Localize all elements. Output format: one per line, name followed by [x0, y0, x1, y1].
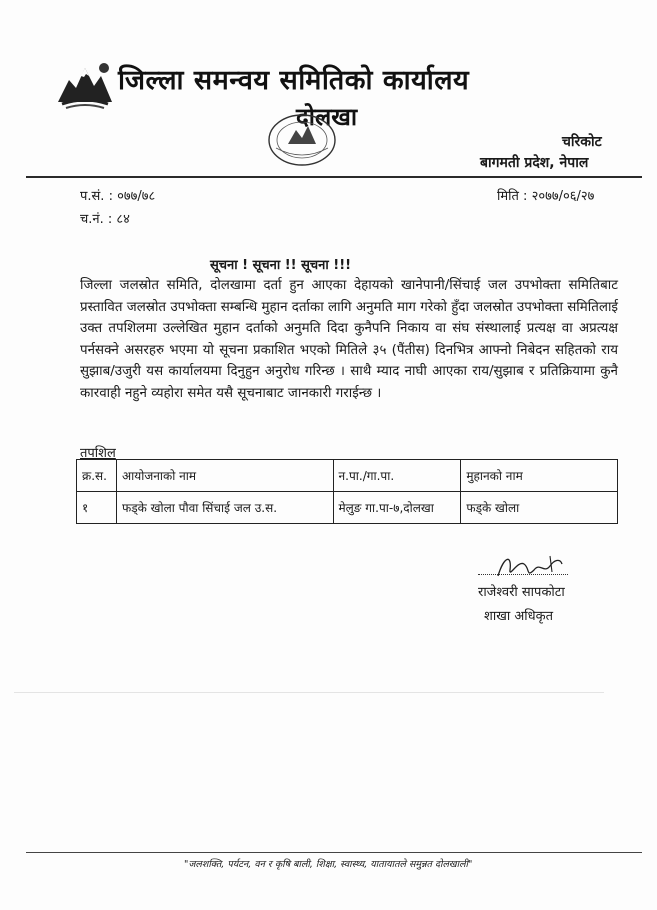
address-city: चरिकोट — [562, 134, 602, 150]
table-row — [77, 492, 618, 524]
column-header: मुहानको नाम — [461, 460, 618, 492]
column-header: आयोजनाको नाम — [116, 460, 333, 492]
dispatch-number — [80, 209, 130, 227]
table-header-row — [77, 460, 618, 492]
district-name: दोलखा — [296, 103, 358, 131]
table-cell: फड्के खोला — [461, 492, 618, 524]
address-province: बागमती प्रदेश, नेपाल — [480, 155, 589, 171]
letter-date — [497, 186, 594, 204]
date-value: २०७७/०६/२७ — [531, 189, 595, 204]
scan-artifact — [14, 692, 604, 693]
date-label: मिति : — [497, 189, 528, 204]
signatory-designation: शाखा अधिकृत — [484, 609, 554, 624]
details-label: तपशिल — [80, 446, 116, 461]
column-header: क्र.स. — [77, 460, 117, 492]
table-cell: १ — [77, 492, 117, 524]
ref-value: ०७७/७८ — [117, 189, 156, 204]
notice-body: जिल्ला जलस्रोत समिति, दोलखामा दर्ता हुन आएका देहायको खानेपानी/सिंचाई जल उपभोक्ता समितिबाट प्रस्तावित जलस्रोत उपभोक्ता सम्बन्धि मुहान दर्ताका लागि अनुमति माग गरेको हुँदा जलस्रोत उपभोक्ता समितिलाई उक्त तपशिलमा उल्लेखित मुहान दर्ताको अनुमति दिदा कुनैपनि निकाय वा संघ संस्थालाई प्रत्यक्ष वा अप्रत्यक्ष पर्नसक्ने असरहरु भएमा यो सूचना प्रकाशित भएको मितिले ३५ (पैंतीस) दिनभित्र आफ्नो निबेदन सहितको राय सुझाब/उजुरी यस कार्यालयमा दिनुहुन अनुरोध गरिन्छ । साथै म्याद नाघी आएका राय/सुझाब र प्रतिक्रियामा कुनै कारवाही नहुने व्यहोरा समेत यसै सूचनाबाट जानकारी गराईन्छ । — [80, 278, 618, 401]
dispatch-value: ८४ — [116, 212, 130, 227]
footer-slogan: "जलशक्ति, पर्यटन, वन र कृषि बाली, शिक्षा, स्वास्थ्य, यातायातले समुन्नत दोलखाली" — [184, 859, 473, 870]
letter-reference — [80, 186, 155, 204]
office-stamp-icon — [266, 112, 338, 168]
office-title: जिल्ला समन्वय समितिको कार्यालय — [118, 65, 470, 96]
project-table — [76, 459, 618, 524]
dispatch-label: च.नं. : — [80, 212, 113, 227]
notice-heading: सूचना ! सूचना !! सूचना !!! — [210, 258, 352, 273]
header-divider — [26, 176, 642, 178]
footer-divider — [26, 852, 642, 853]
column-header: न.पा./गा.पा. — [333, 460, 461, 492]
emblem-icon — [54, 58, 116, 110]
ref-label: प.सं. : — [80, 189, 113, 204]
signatory-name: राजेश्वरी सापकोटा — [478, 585, 565, 600]
table-cell: मेलुङ गा.पा-७,दोलखा — [333, 492, 461, 524]
signature-icon — [490, 550, 570, 586]
signature-line — [478, 574, 568, 575]
table-cell: फड्के खोला पौवा सिंचाई जल उ.स. — [116, 492, 333, 524]
